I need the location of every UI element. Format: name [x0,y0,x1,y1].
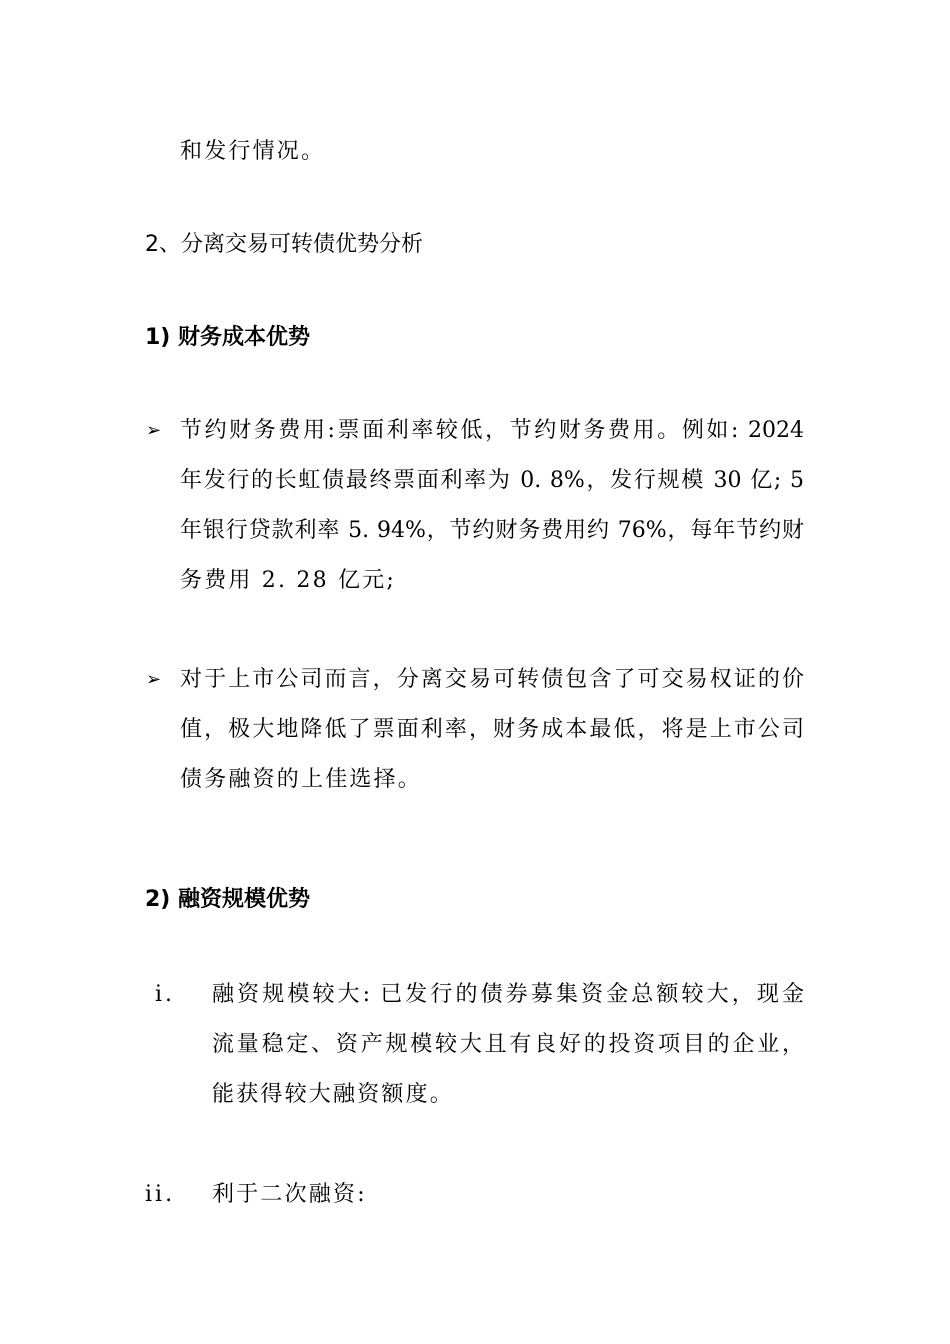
finance-item2-line2: 值，极大地降低了票面利率，财务成本最低，将是上市公司 [180,717,804,742]
scale-item1-line3: 能获得较大融资额度。 [212,1082,455,1107]
arrow-bullet-icon: ➢ [146,669,162,690]
finance-item2-line3: 债务融资的上佳选择。 [180,767,423,792]
finance-subheading: 1) 财务成本优势 [145,325,311,350]
finance-item1-line4: 务费用 2. 28 亿元; [180,568,396,593]
scale-item1-line1: 融资规模较大: 已发行的债券募集资金总额较大，现金 [212,982,804,1007]
list-marker: ii. [145,1182,176,1207]
section-heading: 2、分离交易可转债优势分析 [145,232,423,257]
finance-item1-line1: 节约财务费用:票面利率较低，节约财务费用。例如: 2024 [180,418,804,443]
arrow-bullet-icon: ➢ [146,420,162,441]
finance-item2-line1: 对于上市公司而言，分离交易可转债包含了可交易权证的价 [180,667,804,692]
scale-subheading: 2) 融资规模优势 [145,887,311,912]
list-marker: i. [155,982,176,1007]
scale-item1-line2: 流量稳定、资产规模较大且有良好的投资项目的企业， [212,1032,804,1057]
scale-item2-line1: 利于二次融资: [212,1182,367,1207]
intro-line: 和发行情况。 [180,139,326,164]
finance-item1-line2: 年发行的长虹债最终票面利率为 0. 8%，发行规模 30 亿; 5 [180,468,804,493]
finance-item1-line3: 年银行贷款利率 5. 94%，节约财务费用约 76%，每年节约财 [180,518,804,543]
